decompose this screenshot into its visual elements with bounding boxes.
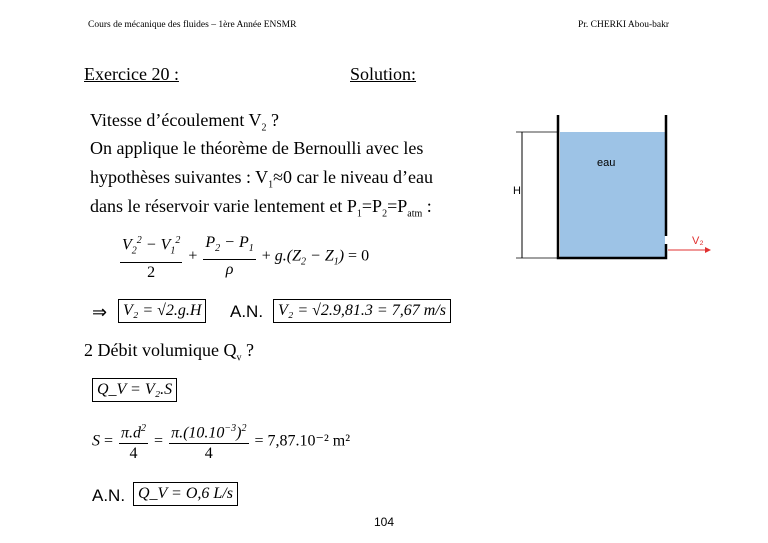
part2-question: 2 Débit volumique $Q_v$ ? (84, 340, 254, 364)
flow-value-box: Q_V = O,6 L/s (133, 482, 238, 506)
an-label-1: A.N. (230, 302, 264, 321)
page-number: 104 (374, 515, 395, 529)
velocity-value-box: V₂ = √2.9,81.3 = 7,67 m/s (273, 299, 451, 323)
solution-title: Solution: (350, 64, 417, 84)
part1-question: Vitesse d’écoulement $V_2$ ? (90, 110, 280, 134)
flow-formula-box: Q_V = V₂.S (92, 378, 177, 402)
height-label: H (513, 185, 521, 197)
area-equation: S = $\frac{\pi.d^2}{4}$ = $\frac{\pi.(10.10^{-3})^2}{4}$ = 7,87.10⁻² m² (92, 420, 350, 463)
tank-diagram (500, 110, 720, 270)
header-left: Cours de mécanique des fluides – 1ère Année ENSMR (88, 20, 297, 30)
part1-line2: hypothèses suivantes : $V_1\approx 0$ car le niveau d’eau (90, 167, 433, 191)
an-label-2: A.N. (92, 486, 126, 505)
exercise-title: Exercice 20 : (84, 64, 179, 84)
velocity-label: V₂ (692, 235, 704, 247)
implies-arrow: ⇒ (92, 302, 108, 322)
velocity-formula-box: V₂ = √2.g.H (118, 299, 206, 323)
fluid-label: eau (597, 157, 616, 169)
part1-line3: dans le réservoir varie lentement et $P_1=P_2=P_{atm}$ : (90, 196, 432, 220)
water-fill (560, 132, 665, 258)
area-result: = 7,87.10⁻² m² (254, 432, 351, 450)
part1-line1: On applique le théorème de Bernoulli avec les (90, 138, 424, 158)
bernoulli-equation: $\frac{V_2^2 - V_1^2}{2}$ + $\frac{P_2 - P_1}{\rho}$ + $g.(Z_2 - Z_1) = 0$ (118, 232, 369, 282)
outflow-arrow-head (705, 247, 711, 253)
header-right: Pr. CHERKI Abou-bakr (578, 20, 670, 30)
